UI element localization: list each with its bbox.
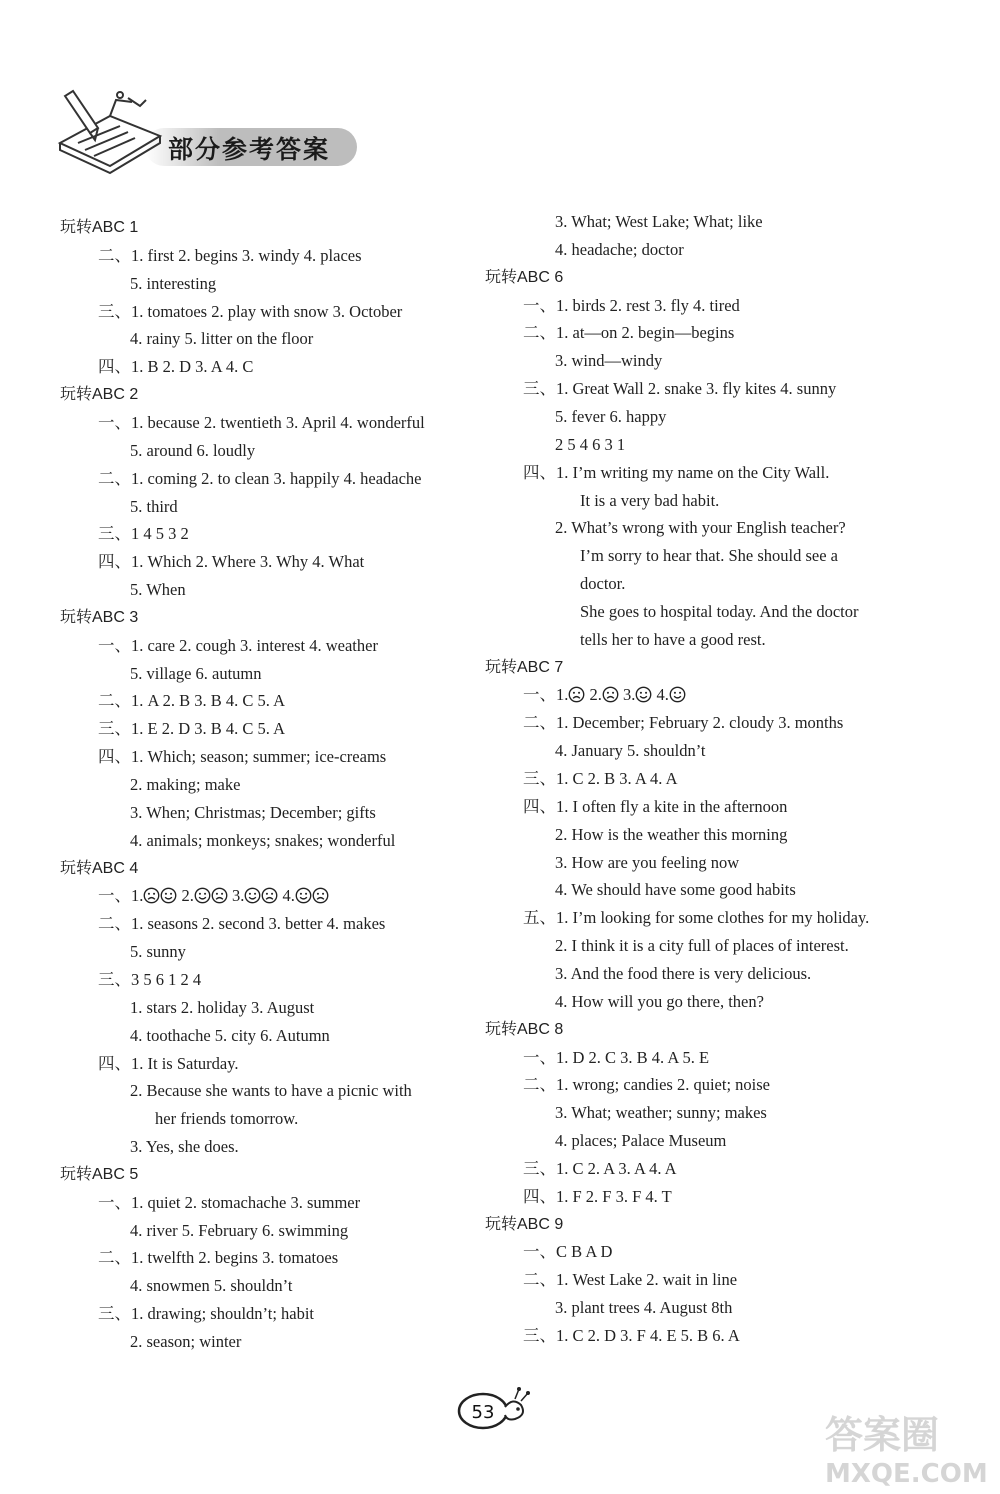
- page-title: 部分参考答案: [168, 135, 331, 164]
- answer-line: 4. headache; doctor: [555, 239, 684, 259]
- answer-line: 四、1. It is Saturday.: [98, 1053, 239, 1073]
- answer-line: 2. making; make: [130, 775, 241, 794]
- section-heading: 玩转ABC 7: [485, 658, 564, 676]
- answer-line: 5. interesting: [130, 273, 217, 293]
- sad-face-icon: [143, 887, 160, 904]
- answer-line: 1. stars 2. holiday 3. August: [130, 997, 315, 1017]
- answer-line: 3. What; weather; sunny; makes: [555, 1103, 767, 1123]
- smiley-face-icon: [295, 887, 312, 904]
- section-heading: 玩转ABC 3: [60, 608, 139, 626]
- answer-prefix: 一、: [98, 886, 131, 906]
- answer-line: 5. village 6. autumn: [130, 663, 262, 683]
- section-heading: 玩转ABC 9: [485, 1215, 564, 1233]
- answer-line: her friends tomorrow.: [155, 1109, 299, 1129]
- answer-line: doctor.: [580, 574, 626, 594]
- answer-line: 4. snowmen 5. shouldn’t: [130, 1276, 293, 1296]
- answer-line: 三、1 4 5 3 2: [98, 524, 189, 544]
- answer-line: 三、1. tomatoes 2. play with snow 3. October: [98, 301, 403, 321]
- answer-line: She goes to hospital today. And the doctor: [580, 601, 859, 621]
- answer-line: 二、1. seasons 2. second 3. better 4. makes: [98, 914, 386, 934]
- answer-line: 4. toothache 5. city 6. Autumn: [130, 1025, 330, 1045]
- answer-line: 一、1. care 2. cough 3. interest 4. weather: [98, 635, 378, 655]
- sad-face-icon: [211, 887, 228, 904]
- answer-number: 4.: [278, 886, 295, 906]
- sad-face-icon: [261, 887, 278, 904]
- answer-line: 三、3 5 6 1 2 4: [98, 969, 202, 989]
- answer-line: 四、1. B 2. D 3. A 4. C: [98, 357, 254, 377]
- answer-line: 二、1. at—on 2. begin—begins: [523, 323, 735, 343]
- answer-line: It is a very bad habit.: [580, 490, 720, 510]
- answer-number: 2.: [585, 685, 602, 705]
- answer-line: 3. How are you feeling now: [555, 852, 740, 872]
- answer-line: 二、1. twelfth 2. begins 3. tomatoes: [98, 1248, 339, 1268]
- answer-line: 二、1. December; February 2. cloudy 3. months: [523, 713, 844, 733]
- answer-line: 4. places; Palace Museum: [555, 1131, 727, 1151]
- answer-line: 二、1. A 2. B 3. B 4. C 5. A: [98, 691, 286, 711]
- answer-line: 2. How is the weather this morning: [555, 824, 788, 844]
- answer-line: 5. around 6. loudly: [130, 440, 256, 460]
- notepad-pencil-icon: [60, 91, 160, 173]
- answer-line: 一、C B A D: [523, 1242, 613, 1262]
- watermark-line1: 答案圈: [825, 1413, 940, 1457]
- answer-line: 一、1. birds 2. rest 3. fly 4. tired: [523, 295, 740, 315]
- smiley-face-icon: [160, 887, 177, 904]
- answer-line: 4. animals; monkeys; snakes; wonderful: [130, 830, 396, 850]
- answer-line: 四、1. I often fly a kite in the afternoon: [523, 796, 788, 816]
- answer-line: 三、1. Great Wall 2. snake 3. fly kites 4. sunny: [523, 379, 837, 399]
- page-number-badge: [455, 1385, 535, 1431]
- answer-line: tells her to have a good rest.: [580, 629, 766, 649]
- section-heading: 玩转ABC 4: [60, 859, 139, 877]
- answer-line: 二、1. first 2. begins 3. windy 4. places: [98, 245, 362, 265]
- section-heading: 玩转ABC 8: [485, 1020, 564, 1038]
- watermark-line2: MXQE.COM: [825, 1459, 988, 1489]
- answer-line: 3. Yes, she does.: [130, 1137, 239, 1157]
- watermark-logo: [815, 1400, 995, 1490]
- answer-line: 4. We should have some good habits: [555, 880, 796, 900]
- answer-line: 3. When; Christmas; December; gifts: [130, 802, 376, 822]
- answer-line: 一、1. because 2. twentieth 3. April 4. wonderful: [98, 412, 425, 432]
- answer-number: 2.: [177, 886, 194, 906]
- section-heading: 玩转ABC 2: [60, 386, 139, 404]
- answer-line: 一、1. quiet 2. stomachache 3. summer: [98, 1192, 361, 1212]
- answer-line: 四、1. I’m writing my name on the City Wall.: [523, 462, 830, 482]
- answer-line: 4. How will you go there, then?: [555, 991, 764, 1011]
- answer-line: 5. sunny: [130, 942, 186, 962]
- answer-line: 2. Because she wants to have a picnic with: [130, 1081, 412, 1101]
- answer-line: 四、1. Which 2. Where 3. Why 4. What: [98, 552, 365, 572]
- answer-line: 三、1. E 2. D 3. B 4. C 5. A: [98, 719, 286, 739]
- section-heading: 玩转ABC 5: [60, 1165, 139, 1183]
- answer-line: 2. What’s wrong with your English teacher?: [555, 518, 846, 538]
- answer-line: 三、1. C 2. A 3. A 4. A: [523, 1158, 677, 1178]
- answer-line: 3. And the food there is very delicious.: [555, 963, 812, 983]
- section-heading: 玩转ABC 6: [485, 268, 564, 286]
- answer-line: 三、1. C 2. B 3. A 4. A: [523, 769, 678, 788]
- answer-line: 四、1. F 2. F 3. F 4. T: [523, 1186, 672, 1206]
- answer-line: 3. What; West Lake; What; like: [555, 212, 763, 231]
- answer-line: 3. plant trees 4. August 8th: [555, 1298, 733, 1318]
- answer-line: I’m sorry to hear that. She should see a: [580, 546, 838, 566]
- answer-number: 3.: [618, 685, 636, 705]
- answer-line: 三、1. drawing; shouldn’t; habit: [98, 1304, 315, 1324]
- answer-line: 2. season; winter: [130, 1332, 242, 1351]
- answer-number: 3.: [227, 886, 245, 906]
- section-heading: 玩转ABC 1: [60, 219, 139, 236]
- smiley-face-icon: [669, 686, 686, 703]
- answer-line: 二、1. coming 2. to clean 3. happily 4. headache: [98, 468, 422, 488]
- answer-line: 二、1. wrong; candies 2. quiet; noise: [523, 1075, 771, 1095]
- sad-face-icon: [312, 887, 329, 904]
- answer-line: 4. rainy 5. litter on the floor: [130, 329, 314, 349]
- smiley-face-icon: [194, 887, 211, 904]
- page-number: 53: [471, 1402, 495, 1423]
- answer-line: 一、1. D 2. C 3. B 4. A 5. E: [523, 1047, 710, 1067]
- smiley-face-icon: [635, 686, 652, 703]
- sad-face-icon: [568, 686, 585, 703]
- sad-face-icon: [602, 686, 619, 703]
- answer-line: [523, 685, 686, 705]
- answer-line: 5. When: [130, 580, 186, 600]
- answer-number: 1.: [131, 886, 144, 906]
- answer-line: 2 5 4 6 3 1: [555, 434, 626, 454]
- answer-line: 五、1. I’m looking for some clothes for my holiday.: [523, 908, 870, 928]
- answer-line: 三、1. C 2. D 3. F 4. E 5. B 6. A: [523, 1326, 740, 1345]
- answer-line: 二、1. West Lake 2. wait in line: [523, 1270, 738, 1290]
- answer-line: 四、1. Which; season; summer; ice-creams: [98, 747, 387, 767]
- answer-line: 4. river 5. February 6. swimming: [130, 1220, 349, 1240]
- smiley-face-icon: [244, 887, 261, 904]
- answer-line: 3. wind—windy: [555, 351, 663, 371]
- answer-prefix: 一、: [523, 685, 556, 705]
- answer-number: 4.: [652, 685, 669, 705]
- answer-line: [98, 886, 329, 906]
- answer-number: 1.: [556, 685, 569, 705]
- answer-line: 5. third: [130, 496, 178, 516]
- answer-line: 2. I think it is a city full of places of interest.: [555, 936, 849, 956]
- answer-line: 5. fever 6. happy: [555, 406, 667, 426]
- answer-line: 4. January 5. shouldn’t: [555, 741, 706, 761]
